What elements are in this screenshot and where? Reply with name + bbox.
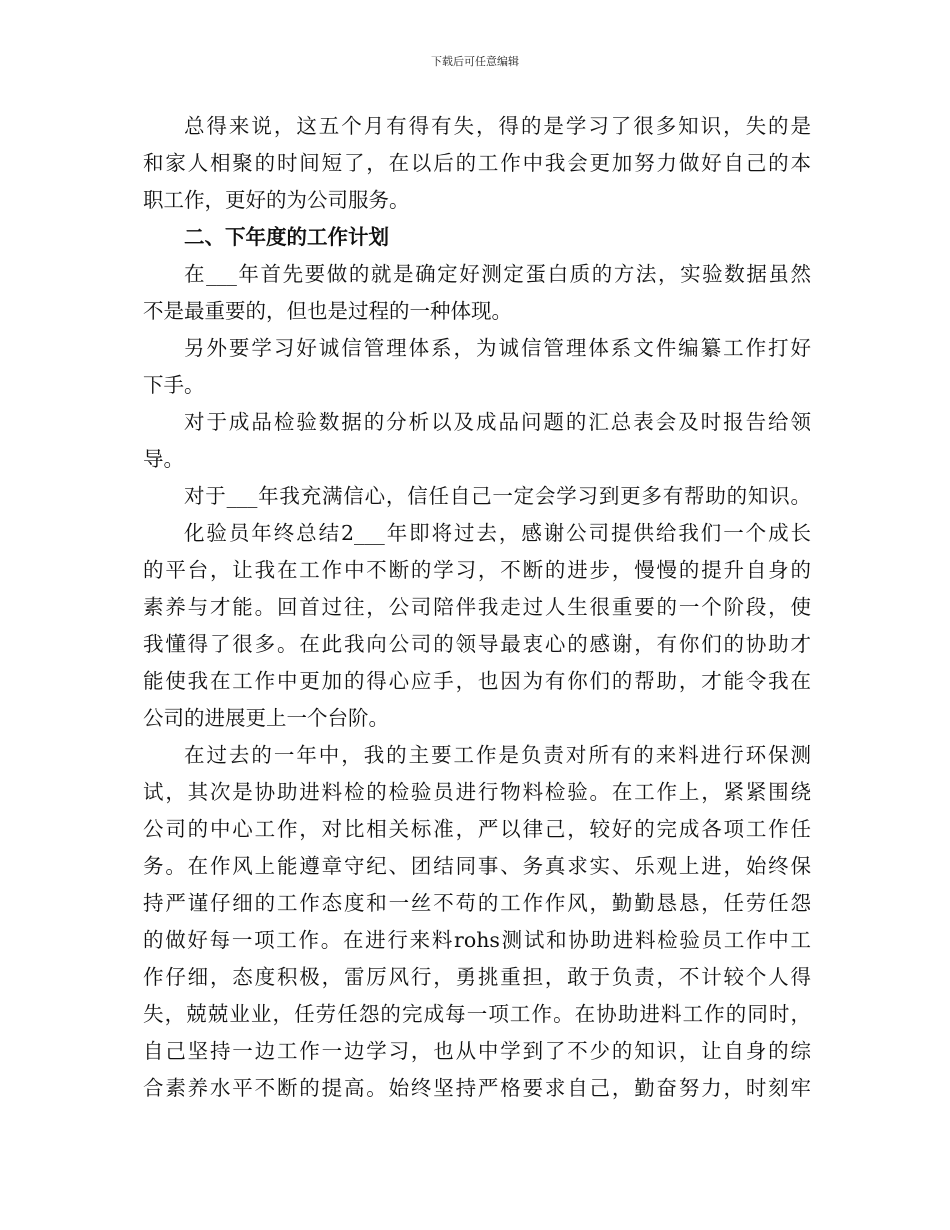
paragraph-line: 对于___年我充满信心，信任自己一定会学习到更多有帮助的知识。: [184, 484, 811, 508]
paragraph-line: 不是最重要的，但也是过程的一种体现。: [143, 299, 512, 323]
paragraph-line: 另外要学习好诚信管理体系，为诚信管理体系文件编纂工作打好: [184, 336, 811, 360]
paragraph-line: 对于成品检验数据的分析以及成品问题的汇总表会及时报告给领: [184, 410, 811, 434]
paragraph-line: 公司的进展更上一个台阶。: [143, 706, 389, 730]
paragraph-line: 能使我在工作中更加的得心应手，也因为有你们的帮助，才能令我在: [143, 669, 811, 693]
paragraph-line: 的平台，让我在工作中不断的学习，不断的进步，慢慢的提升自身的: [143, 558, 811, 582]
paragraph-line: 化验员年终总结2___年即将过去，感谢公司提供给我们一个成长: [184, 521, 811, 545]
paragraph-line: 下手。: [143, 373, 205, 397]
page-header: 下载后可任意编辑: [431, 55, 519, 68]
paragraph-line: 职工作，更好的为公司服务。: [143, 188, 410, 212]
paragraph-line: 作仔细，态度积极，雷厉风行，勇挑重担，敢于负责，不计较个人得: [143, 965, 811, 989]
paragraph-line: 公司的中心工作，对比相关标准，严以律己，较好的完成各项工作任: [143, 817, 811, 841]
paragraph-line: 在过去的一年中，我的主要工作是负责对所有的来料进行环保测: [184, 743, 811, 767]
paragraph-line: 导。: [143, 447, 184, 471]
section-heading: 二、下年度的工作计划: [184, 225, 389, 249]
paragraph-line: 我懂得了很多。在此我向公司的领导最衷心的感谢，有你们的协助才: [143, 632, 811, 656]
paragraph-line: 失，兢兢业业，任劳任怨的完成每一项工作。在协助进料工作的同时，: [143, 1002, 811, 1026]
paragraph-line: 自己坚持一边工作一边学习，也从中学到了不少的知识，让自身的综: [143, 1039, 811, 1063]
paragraph-line: 素养与才能。回首过往，公司陪伴我走过人生很重要的一个阶段，使: [143, 595, 811, 619]
paragraph-line: 在___年首先要做的就是确定好测定蛋白质的方法，实验数据虽然: [184, 262, 811, 286]
paragraph-line: 合素养水平不断的提高。始终坚持严格要求自己，勤奋努力，时刻牢: [143, 1076, 811, 1100]
document-body: [143, 108, 811, 1107]
paragraph-line: 和家人相聚的时间短了，在以后的工作中我会更加努力做好自己的本: [143, 151, 811, 175]
paragraph-line: 总得来说，这五个月有得有失，得的是学习了很多知识，失的是: [184, 114, 811, 138]
paragraph-line: 务。在作风上能遵章守纪、团结同事、务真求实、乐观上进，始终保: [143, 854, 811, 878]
paragraph-line: 的做好每一项工作。在进行来料rohs测试和协助进料检验员工作中工: [143, 928, 811, 952]
paragraph-line: 持严谨仔细的工作态度和一丝不苟的工作作风，勤勤恳恳，任劳任怨: [143, 891, 811, 915]
paragraph-line: 试，其次是协助进料检的检验员进行物料检验。在工作上，紧紧围绕: [143, 780, 811, 804]
